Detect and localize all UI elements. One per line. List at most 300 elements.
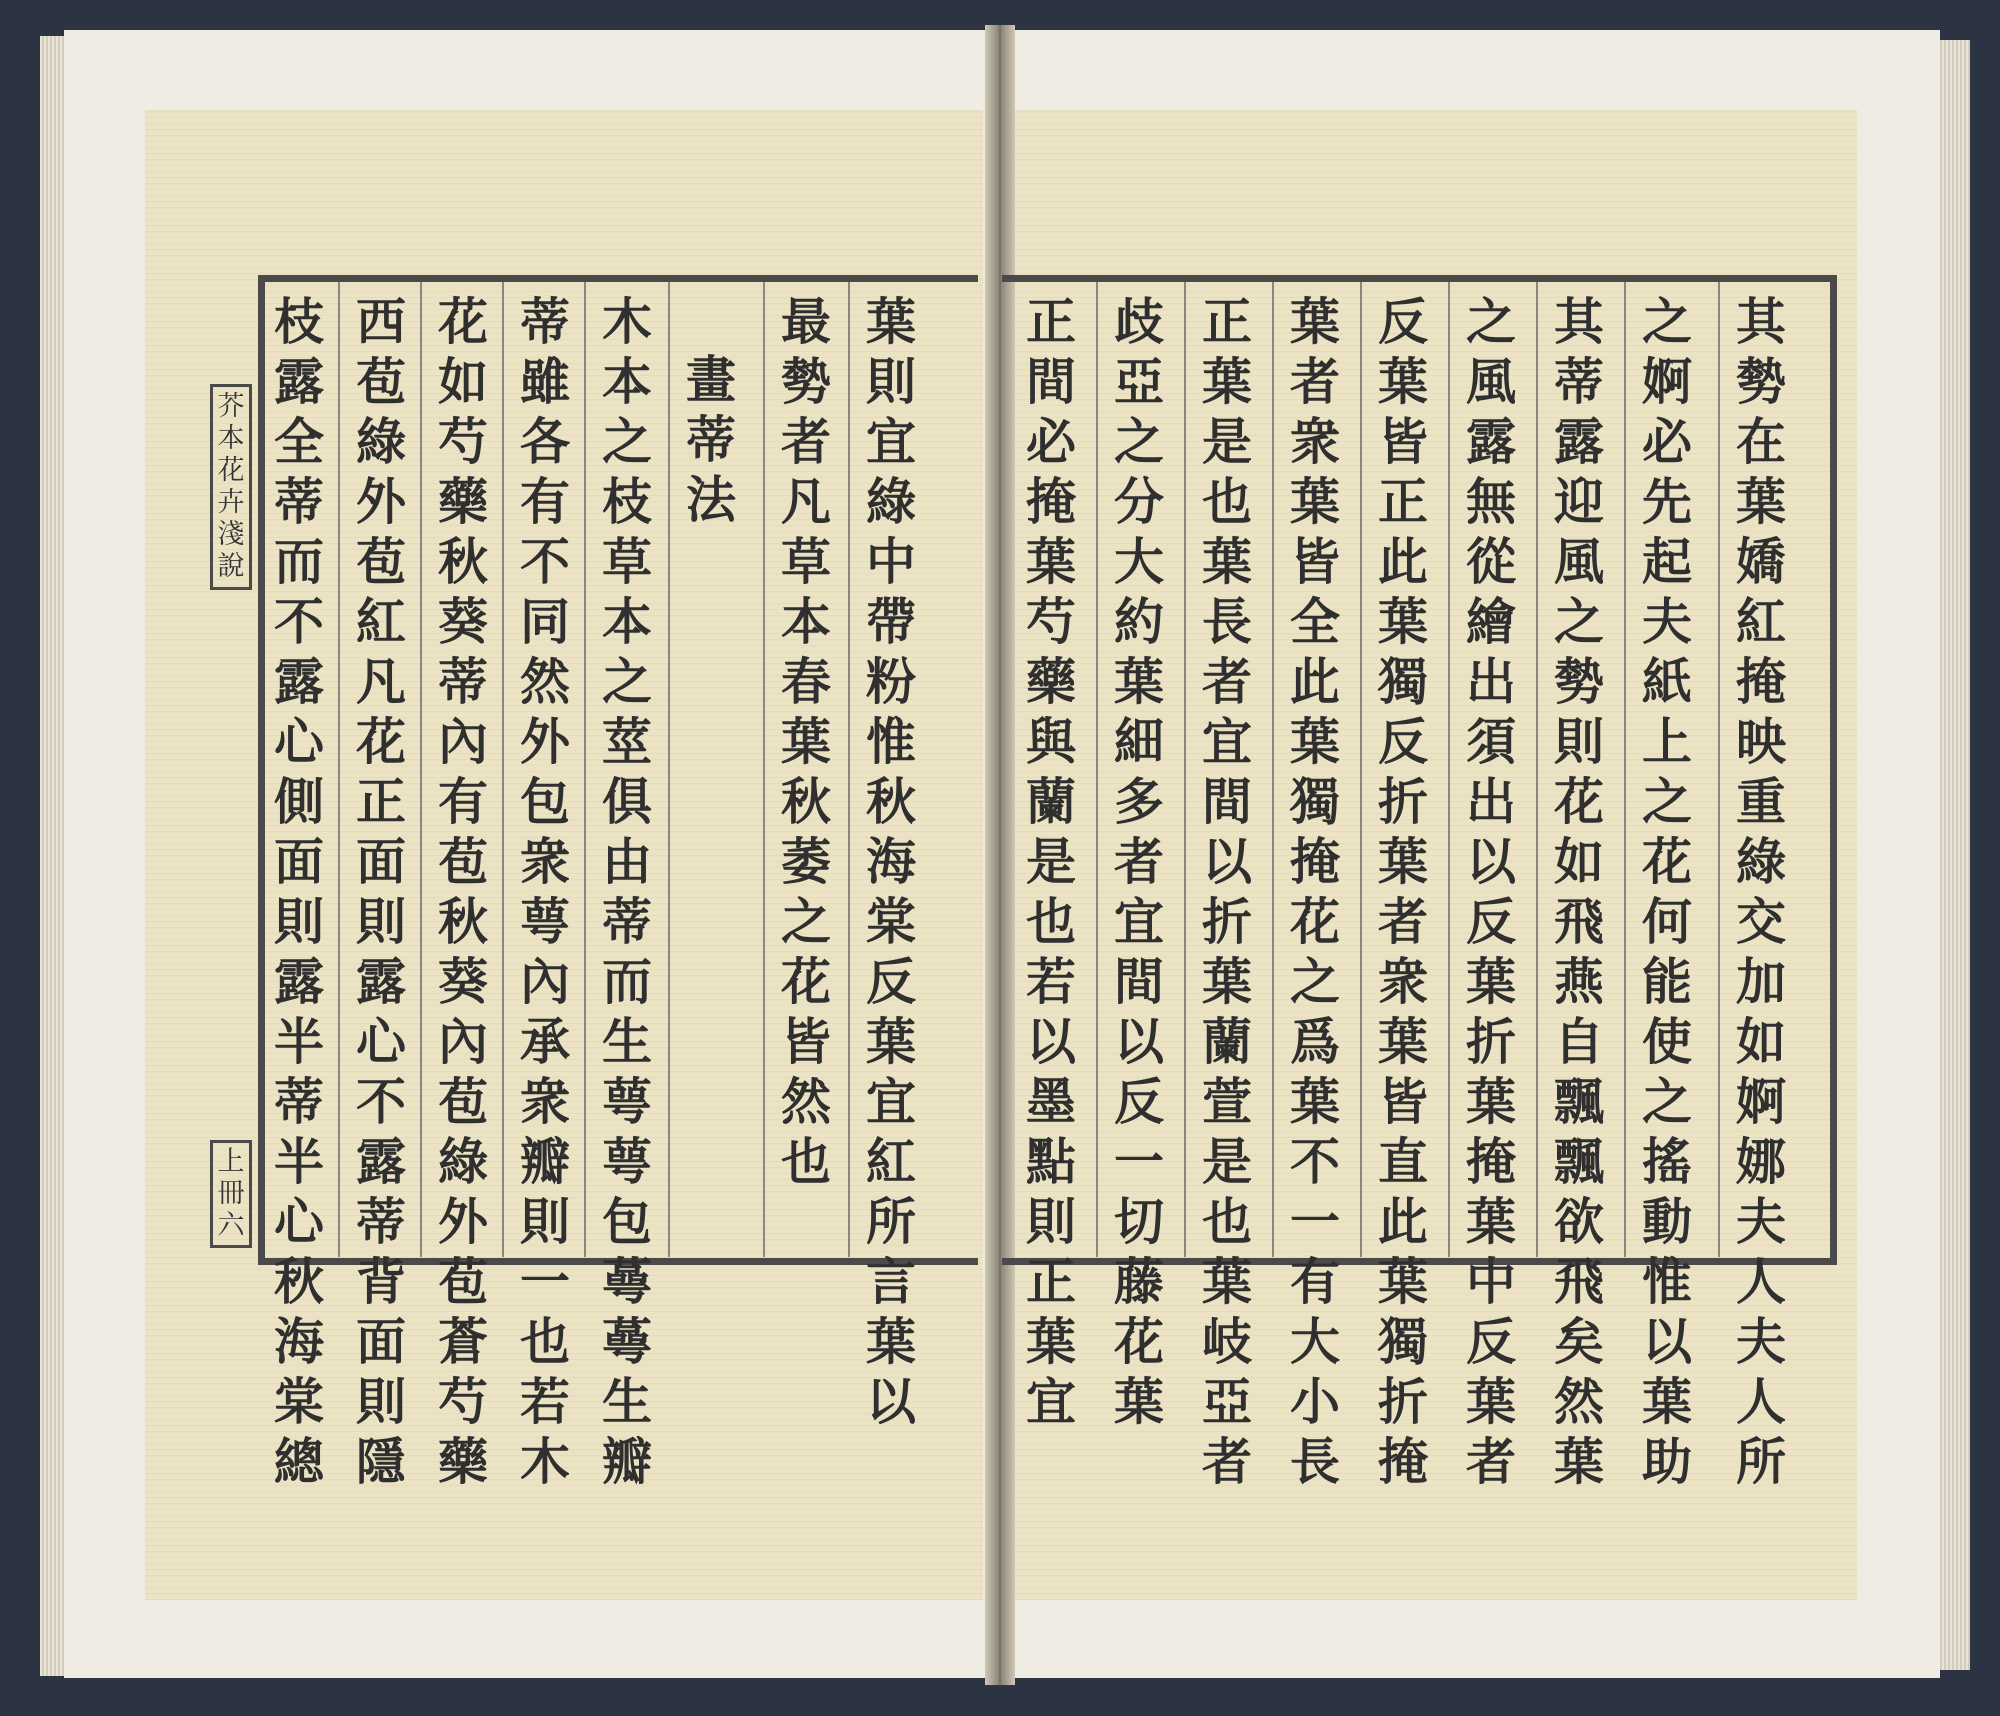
left-column-char: 所 [866, 1192, 916, 1251]
right-column-char: 分 [1114, 472, 1164, 531]
left-column-char: 隱 [356, 1432, 406, 1491]
margin-title-char: 花 [217, 455, 245, 486]
left-column-char: 反 [866, 952, 916, 1011]
right-column-char: 勢 [1736, 352, 1786, 411]
column-rule [1448, 282, 1450, 1257]
left-column-char: 而 [274, 532, 324, 591]
right-column-char: 墨 [1026, 1072, 1076, 1131]
right-column-char: 葉 [1290, 472, 1340, 531]
right-column-char: 掩 [1466, 1132, 1516, 1191]
left-column-5 [596, 292, 658, 1491]
right-column-char: 間 [1114, 952, 1164, 1011]
left-column-char: 紅 [866, 1132, 916, 1191]
right-column-char: 助 [1642, 1432, 1692, 1491]
left-column-char: 木 [520, 1432, 570, 1491]
left-column-char: 西 [356, 292, 406, 351]
margin-title-char: 說 [217, 551, 245, 582]
left-column-char: 藥 [438, 1432, 488, 1491]
left-column-char: 綠 [866, 472, 916, 531]
right-column-char: 則 [1026, 1192, 1076, 1251]
column-rule [584, 282, 586, 1257]
right-column-char: 大 [1114, 532, 1164, 591]
right-column-char: 葉 [1290, 292, 1340, 351]
left-column-6 [680, 350, 742, 1310]
left-column-char: 側 [274, 772, 324, 831]
left-column-char: 蒂 [274, 472, 324, 531]
right-column-char: 芍 [1026, 592, 1076, 651]
right-column-char: 以 [1642, 1312, 1692, 1371]
right-column-char: 是 [1202, 412, 1252, 471]
left-column-char: 綠 [438, 1132, 488, 1191]
left-column-char: 者 [781, 412, 831, 471]
right-column-char: 是 [1026, 832, 1076, 891]
right-column-char: 紅 [1736, 592, 1786, 651]
left-column-char: 凡 [356, 652, 406, 711]
left-column-char: 秋 [438, 892, 488, 951]
right-column-char: 婀 [1642, 352, 1692, 411]
right-column-char: 重 [1736, 772, 1786, 831]
right-column-char: 風 [1466, 352, 1516, 411]
right-column-char: 歧 [1114, 292, 1164, 351]
left-column-char: 心 [356, 1012, 406, 1071]
right-column-char: 正 [1378, 472, 1428, 531]
right-column-char: 飛 [1554, 1252, 1604, 1311]
left-column-char: 內 [438, 1012, 488, 1071]
left-column-char: 總 [274, 1432, 324, 1491]
left-column-char: 中 [866, 532, 916, 591]
right-column-char: 間 [1026, 352, 1076, 411]
column-rule [763, 282, 765, 1257]
left-column-char: 外 [520, 712, 570, 771]
right-column-char: 之 [1466, 292, 1516, 351]
right-column-char: 飄 [1554, 1132, 1604, 1191]
right-column-char: 亞 [1202, 1372, 1252, 1431]
right-column-char: 獨 [1378, 652, 1428, 711]
right-column-char: 人 [1736, 1372, 1786, 1431]
margin-folio-char: 六 [217, 1210, 245, 1241]
right-column-char: 紙 [1642, 652, 1692, 711]
left-column-char: 內 [520, 952, 570, 1011]
left-column-char: 然 [520, 652, 570, 711]
left-column-char: 萼 [602, 1072, 652, 1131]
left-column-char: 言 [866, 1252, 916, 1311]
right-column-char: 約 [1114, 592, 1164, 651]
right-column-char: 藥 [1026, 652, 1076, 711]
right-column-char: 衆 [1290, 412, 1340, 471]
right-column-char: 花 [1114, 1312, 1164, 1371]
right-column-char: 葉 [1202, 1252, 1252, 1311]
margin-title-char: 本 [217, 423, 245, 454]
right-column-char: 花 [1290, 892, 1340, 951]
right-column-char: 葉 [1290, 1072, 1340, 1131]
left-column-char: 苞 [438, 1072, 488, 1131]
margin-folio-char: 上 [217, 1146, 245, 1177]
right-column-char: 獨 [1290, 772, 1340, 831]
right-column-9 [1730, 292, 1792, 1491]
left-column-char: 心 [274, 712, 324, 771]
right-column-char: 葉 [1736, 472, 1786, 531]
right-column-char: 夫 [1736, 1192, 1786, 1251]
left-column-char: 如 [438, 352, 488, 411]
left-column-char: 蒼 [438, 1312, 488, 1371]
left-column-char: 本 [781, 592, 831, 651]
right-column-char: 交 [1736, 892, 1786, 951]
right-column-char: 其 [1736, 292, 1786, 351]
right-column-char: 亞 [1114, 352, 1164, 411]
right-column-char: 蘭 [1202, 1012, 1252, 1071]
right-column-char: 反 [1466, 1312, 1516, 1371]
right-column-char: 能 [1642, 952, 1692, 1011]
right-column-char: 飄 [1554, 1072, 1604, 1131]
right-column-char: 葉 [1202, 352, 1252, 411]
right-column-char: 者 [1202, 652, 1252, 711]
left-column-char: 本 [602, 592, 652, 651]
left-column-char: 一 [520, 1252, 570, 1311]
left-column-char: 內 [438, 712, 488, 771]
right-column-char: 不 [1290, 1132, 1340, 1191]
right-column-char: 繪 [1466, 592, 1516, 651]
left-column-char: 不 [356, 1072, 406, 1131]
left-column-char: 而 [602, 952, 652, 1011]
left-column-char: 雖 [520, 352, 570, 411]
left-column-char: 苞 [356, 532, 406, 591]
left-column-char: 露 [274, 952, 324, 1011]
left-column-char: 有 [520, 472, 570, 531]
left-column-char: 之 [781, 892, 831, 951]
left-column-char: 面 [274, 832, 324, 891]
column-rule [1718, 282, 1720, 1257]
right-column-char: 之 [1642, 1072, 1692, 1131]
right-column-char: 衆 [1378, 952, 1428, 1011]
right-column-char: 使 [1642, 1012, 1692, 1071]
left-column-char: 帶 [866, 592, 916, 651]
right-column-char: 之 [1642, 292, 1692, 351]
left-column-char: 凡 [781, 472, 831, 531]
right-column-char: 若 [1026, 952, 1076, 1011]
left-column-char: 則 [356, 892, 406, 951]
left-column-char: 芍 [438, 412, 488, 471]
left-column-char: 藥 [438, 472, 488, 531]
right-column-char: 蘭 [1026, 772, 1076, 831]
left-column-char: 則 [866, 352, 916, 411]
column-rule [338, 282, 340, 1257]
left-column-char: 外 [356, 472, 406, 531]
right-column-char: 婀 [1736, 1072, 1786, 1131]
right-column-char: 之 [1114, 412, 1164, 471]
right-column-char: 迎 [1554, 472, 1604, 531]
left-column-char: 蒂 [274, 1072, 324, 1131]
right-column-char: 直 [1378, 1132, 1428, 1191]
left-column-char: 葉 [866, 1312, 916, 1371]
right-column-char: 何 [1642, 892, 1692, 951]
right-column-char: 中 [1466, 1252, 1516, 1311]
left-column-char: 則 [356, 1372, 406, 1431]
margin-title-char: 芥 [217, 391, 245, 422]
left-column-char: 法 [686, 470, 736, 529]
left-column-char: 粉 [866, 652, 916, 711]
left-column-char: 花 [356, 712, 406, 771]
right-column-char: 折 [1202, 892, 1252, 951]
left-column-char: 棠 [274, 1372, 324, 1431]
left-column-char: 半 [274, 1012, 324, 1071]
right-column-char: 葉 [1642, 1372, 1692, 1431]
right-column-char: 皆 [1378, 1072, 1428, 1131]
right-column-char: 欲 [1554, 1192, 1604, 1251]
left-column-char: 包 [602, 1192, 652, 1251]
right-column-char: 娜 [1736, 1132, 1786, 1191]
left-column-char: 枝 [602, 472, 652, 531]
right-column-char: 出 [1466, 772, 1516, 831]
right-column-char: 如 [1554, 832, 1604, 891]
left-column-char: 蒂 [520, 292, 570, 351]
left-column-char: 萼 [520, 892, 570, 951]
right-column-char: 藤 [1114, 1252, 1164, 1311]
left-column-char: 萼 [602, 1132, 652, 1191]
right-column-char: 皆 [1290, 532, 1340, 591]
right-column-char: 長 [1290, 1432, 1340, 1491]
right-column-char: 起 [1642, 532, 1692, 591]
right-column-char: 從 [1466, 532, 1516, 591]
left-column-char: 宜 [866, 1072, 916, 1131]
left-column-char: 露 [356, 1132, 406, 1191]
left-column-char: 綠 [356, 412, 406, 471]
right-column-char: 之 [1554, 592, 1604, 651]
right-column-char: 爲 [1290, 1012, 1340, 1071]
right-column-char: 與 [1026, 712, 1076, 771]
left-column-char: 蒂 [602, 892, 652, 951]
column-rule [1360, 282, 1362, 1257]
right-column-char: 花 [1642, 832, 1692, 891]
right-column-char: 正 [1202, 292, 1252, 351]
right-column-char: 者 [1114, 832, 1164, 891]
left-column-char: 莖 [602, 712, 652, 771]
left-column-char: 不 [520, 532, 570, 591]
right-column-char: 綠 [1736, 832, 1786, 891]
right-column-6 [1460, 292, 1522, 1491]
margin-title-char: 卉 [217, 487, 245, 518]
column-rule [1624, 282, 1626, 1257]
right-column-char: 反 [1378, 712, 1428, 771]
right-column-char: 點 [1026, 1132, 1076, 1191]
right-column-char: 者 [1378, 892, 1428, 951]
right-column-char: 正 [1026, 292, 1076, 351]
right-column-char: 大 [1290, 1312, 1340, 1371]
left-column-char: 秋 [866, 772, 916, 831]
left-column-char: 生 [602, 1012, 652, 1071]
left-column-char: 也 [520, 1312, 570, 1371]
right-column-char: 露 [1466, 412, 1516, 471]
left-column-char: 則 [274, 892, 324, 951]
left-column-char: 草 [602, 532, 652, 591]
left-column-char: 不 [274, 592, 324, 651]
left-column-char: 由 [602, 832, 652, 891]
right-column-char: 也 [1202, 472, 1252, 531]
right-column-5 [1372, 292, 1434, 1491]
left-column-char: 蕚 [602, 1312, 652, 1371]
right-column-char: 岐 [1202, 1312, 1252, 1371]
right-column-char: 動 [1642, 1192, 1692, 1251]
right-column-char: 之 [1290, 952, 1340, 1011]
right-column-char: 間 [1202, 772, 1252, 831]
right-column-char: 小 [1290, 1372, 1340, 1431]
right-column-char: 宜 [1202, 712, 1252, 771]
left-column-char: 苞 [438, 832, 488, 891]
left-column-char: 惟 [866, 712, 916, 771]
left-column-3 [432, 292, 494, 1491]
right-column-char: 者 [1466, 1432, 1516, 1491]
right-column-char: 葉 [1378, 352, 1428, 411]
right-column-char: 者 [1202, 1432, 1252, 1491]
left-column-char: 之 [602, 652, 652, 711]
right-column-char: 自 [1554, 1012, 1604, 1071]
right-column-char: 折 [1378, 772, 1428, 831]
right-column-char: 也 [1026, 892, 1076, 951]
right-column-char: 以 [1202, 832, 1252, 891]
right-column-char: 則 [1554, 712, 1604, 771]
right-column-char: 掩 [1290, 832, 1340, 891]
margin-title-char: 淺 [217, 519, 245, 550]
left-column-char: 最 [781, 292, 831, 351]
right-column-char: 也 [1202, 1192, 1252, 1251]
left-column-char: 芍 [438, 1372, 488, 1431]
right-column-char: 此 [1290, 652, 1340, 711]
left-column-char: 瓣 [520, 1132, 570, 1191]
right-column-char: 須 [1466, 712, 1516, 771]
right-column-char: 惟 [1642, 1252, 1692, 1311]
right-column-char: 在 [1736, 412, 1786, 471]
right-column-char: 葉 [1114, 1372, 1164, 1431]
right-column-char: 蒂 [1554, 352, 1604, 411]
left-column-8 [860, 292, 922, 1431]
right-column-char: 必 [1642, 412, 1692, 471]
left-column-char: 勢 [781, 352, 831, 411]
right-column-char: 獨 [1378, 1312, 1428, 1371]
right-column-char: 葉 [1378, 832, 1428, 891]
left-column-char: 也 [781, 1132, 831, 1191]
column-rule [848, 282, 850, 1257]
right-column-char: 正 [1026, 1252, 1076, 1311]
right-column-char: 然 [1554, 1372, 1604, 1431]
right-column-char: 者 [1290, 352, 1340, 411]
left-column-char: 皆 [781, 1012, 831, 1071]
left-column-char: 春 [781, 652, 831, 711]
right-column-char: 掩 [1378, 1432, 1428, 1491]
left-column-char: 花 [781, 952, 831, 1011]
left-column-char: 秋 [438, 532, 488, 591]
column-rule [1096, 282, 1098, 1257]
left-column-char: 承 [520, 1012, 570, 1071]
right-column-char: 無 [1466, 472, 1516, 531]
right-column-char: 出 [1466, 652, 1516, 711]
right-column-2 [1108, 292, 1170, 1431]
margin-folio [210, 1140, 252, 1248]
right-column-char: 以 [1114, 1012, 1164, 1071]
left-column-char: 包 [520, 772, 570, 831]
left-column-char: 半 [274, 1132, 324, 1191]
right-column-char: 以 [1466, 832, 1516, 891]
left-column-char: 葉 [781, 712, 831, 771]
right-column-char: 花 [1554, 772, 1604, 831]
right-column-char: 宜 [1114, 892, 1164, 951]
left-column-char: 苞 [356, 352, 406, 411]
right-column-char: 夫 [1736, 1312, 1786, 1371]
left-column-char: 苞 [438, 1252, 488, 1311]
left-column-char: 宜 [866, 412, 916, 471]
margin-folio-char: 冊 [217, 1178, 245, 1209]
right-column-char: 反 [1378, 292, 1428, 351]
left-column-char: 衆 [520, 1072, 570, 1131]
right-column-char: 折 [1378, 1372, 1428, 1431]
right-column-char: 夫 [1642, 592, 1692, 651]
left-column-char: 露 [356, 952, 406, 1011]
left-column-7 [775, 292, 837, 1252]
right-column-char: 以 [1026, 1012, 1076, 1071]
right-column-char: 先 [1642, 472, 1692, 531]
left-column-char: 畫 [686, 350, 736, 409]
left-column-char: 衆 [520, 832, 570, 891]
right-column-char: 一 [1114, 1132, 1164, 1191]
left-column-char: 然 [781, 1072, 831, 1131]
right-column-char: 葉 [1466, 1192, 1516, 1251]
right-column-char: 葉 [1026, 1312, 1076, 1371]
column-rule [1536, 282, 1538, 1257]
right-column-char: 葉 [1466, 952, 1516, 1011]
right-column-char: 葉 [1378, 592, 1428, 651]
right-column-char: 搖 [1642, 1132, 1692, 1191]
right-column-8 [1636, 292, 1698, 1491]
right-column-char: 反 [1466, 892, 1516, 951]
left-column-char: 葉 [866, 292, 916, 351]
right-column-char: 風 [1554, 532, 1604, 591]
right-column-char: 葉 [1466, 1372, 1516, 1431]
right-column-char: 長 [1202, 592, 1252, 651]
right-column-char: 折 [1466, 1012, 1516, 1071]
right-column-char: 一 [1290, 1192, 1340, 1251]
right-column-char: 切 [1114, 1192, 1164, 1251]
left-column-char: 葵 [438, 952, 488, 1011]
left-column-char: 木 [602, 292, 652, 351]
left-column-char: 心 [274, 1192, 324, 1251]
left-column-char: 各 [520, 412, 570, 471]
left-column-char: 外 [438, 1192, 488, 1251]
left-column-char: 蒂 [686, 410, 736, 469]
right-column-char: 勢 [1554, 652, 1604, 711]
left-column-char: 秋 [274, 1252, 324, 1311]
column-rule [668, 282, 670, 1257]
left-column-4 [514, 292, 576, 1491]
left-column-char: 俱 [602, 772, 652, 831]
left-column-char: 本 [602, 352, 652, 411]
right-column-char: 有 [1290, 1252, 1340, 1311]
right-column-char: 必 [1026, 412, 1076, 471]
left-column-char: 露 [274, 352, 324, 411]
left-column-char: 枝 [274, 292, 324, 351]
left-column-char: 以 [866, 1372, 916, 1431]
left-column-2 [350, 292, 412, 1491]
left-column-char: 海 [866, 832, 916, 891]
right-column-char: 是 [1202, 1132, 1252, 1191]
left-column-char: 蕚 [602, 1252, 652, 1311]
right-column-char: 矣 [1554, 1312, 1604, 1371]
left-column-char: 若 [520, 1372, 570, 1431]
right-column-char: 飛 [1554, 892, 1604, 951]
left-column-char: 之 [602, 412, 652, 471]
right-column-char: 全 [1290, 592, 1340, 651]
left-column-char: 蒂 [356, 1192, 406, 1251]
right-column-char: 多 [1114, 772, 1164, 831]
right-column-char: 嬌 [1736, 532, 1786, 591]
left-column-char: 生 [602, 1372, 652, 1431]
